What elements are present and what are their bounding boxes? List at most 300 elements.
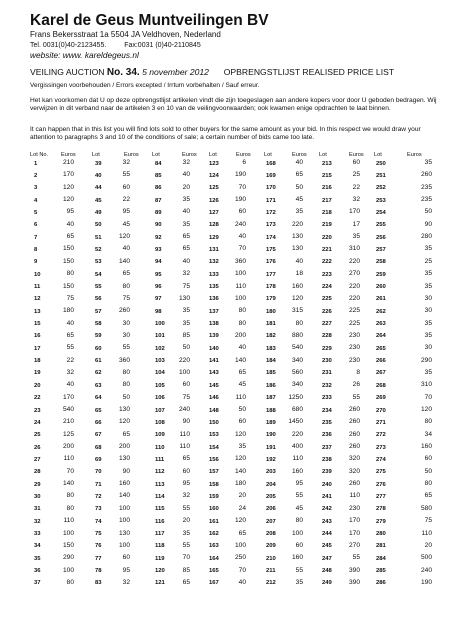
lot-number: 228 [322, 333, 332, 340]
price-euros: 100 [62, 529, 74, 537]
price-euros: 220 [348, 257, 360, 265]
price-euros: 30 [424, 344, 432, 352]
price-euros: 180 [234, 480, 246, 488]
lot-number: 110 [155, 444, 165, 451]
lot-number: 27 [34, 456, 41, 463]
price-euros: 55 [122, 171, 130, 179]
price-euros: 220 [291, 430, 303, 438]
lot-number: 131 [209, 246, 219, 253]
lot-number: 211 [266, 568, 276, 575]
lot-number: 83 [95, 580, 102, 587]
price-euros: 70 [66, 467, 74, 475]
price-euros: 560 [291, 368, 303, 376]
lot-number: 118 [155, 543, 165, 550]
lot-number: 244 [322, 531, 332, 537]
price-euros: 20 [182, 183, 190, 191]
price-euros: 20 [424, 541, 432, 549]
lot-number: 16 [34, 333, 41, 340]
price-euros: 260 [348, 430, 360, 438]
price-euros: 25 [424, 257, 432, 265]
lot-number: 61 [95, 358, 102, 365]
price-euros: 65 [122, 270, 130, 278]
lot-number: 243 [322, 518, 332, 525]
disclaimer: Vergissingen voorbehouden / Errors excepted / Irrtum vorbehalten / Sauf erreur. [30, 82, 260, 89]
lot-number: 252 [376, 185, 386, 192]
lot-number: 84 [155, 160, 162, 167]
price-euros: 260 [420, 171, 432, 179]
price-euros: 100 [118, 541, 130, 549]
price-euros: 90 [122, 467, 130, 475]
lot-number: 281 [376, 543, 386, 550]
price-euros: 260 [348, 406, 360, 413]
column-header: Lot No. [30, 152, 49, 158]
price-euros: 22 [352, 183, 360, 191]
price-euros: 40 [295, 257, 303, 265]
lot-number: 258 [376, 259, 386, 266]
price-euros: 50 [238, 406, 246, 413]
price-euros: 40 [182, 171, 190, 179]
lot-number: 173 [266, 222, 276, 229]
lot-number: 207 [266, 518, 276, 525]
lot-number: 78 [95, 568, 102, 575]
lot-number: 114 [155, 493, 165, 500]
price-euros: 40 [238, 233, 246, 241]
price-euros: 400 [291, 443, 303, 451]
lot-number: 2 [34, 172, 38, 179]
lot-number: 100 [155, 321, 165, 328]
lot-number: 265 [376, 345, 386, 352]
lot-number: 70 [95, 469, 102, 476]
lot-number: 222 [322, 259, 332, 266]
price-euros: 80 [238, 307, 246, 315]
lot-number: 72 [95, 493, 102, 500]
price-euros: 55 [352, 393, 360, 401]
lot-number: 148 [209, 407, 219, 414]
lot-number: 167 [209, 580, 219, 587]
column-header: Lot [209, 152, 217, 158]
price-euros: 55 [122, 344, 130, 352]
price-euros: 390 [348, 578, 360, 586]
price-euros: 130 [118, 406, 130, 413]
price-euros: 100 [62, 566, 74, 574]
price-euros: 100 [118, 504, 130, 512]
price-euros: 45 [295, 504, 303, 512]
price-euros: 6 [242, 159, 246, 166]
price-euros: 45 [238, 381, 246, 389]
lot-number: 217 [322, 197, 332, 204]
fax: Fax:0031 (0)40-2110845 [124, 42, 201, 49]
lot-number: 112 [155, 469, 165, 476]
lot-number: 220 [322, 234, 332, 241]
price-euros: 235 [420, 196, 432, 204]
price-euros: 60 [424, 455, 432, 463]
price-euros: 40 [66, 220, 74, 228]
price-euros: 35 [182, 220, 190, 228]
price-euros: 120 [234, 430, 246, 438]
price-euros: 40 [182, 257, 190, 265]
price-euros: 140 [62, 480, 74, 488]
price-euros: 32 [182, 492, 190, 500]
price-euros: 150 [62, 257, 74, 265]
price-euros: 320 [348, 455, 360, 463]
price-euros: 80 [295, 517, 303, 525]
price-euros: 280 [420, 233, 432, 241]
price-euros: 35 [424, 319, 432, 327]
price-euros: 260 [348, 418, 360, 426]
lot-number: 90 [155, 222, 162, 229]
price-euros: 160 [291, 282, 303, 290]
note-english: It can happen that in this list you will find lots sold to other buyers for the same amount as your bid. In this respect we would draw your attention to paragraphs 3 and 10 of the conditions of sale; a certain number of bids came too late. [30, 126, 421, 142]
price-euros: 75 [182, 282, 190, 290]
price-euros: 60 [352, 159, 360, 166]
price-euros: 240 [178, 406, 190, 413]
lot-number: 233 [322, 395, 332, 402]
lot-number: 274 [376, 456, 386, 463]
price-euros: 160 [291, 467, 303, 475]
price-euros: 250 [234, 554, 246, 562]
price-euros: 95 [66, 208, 74, 216]
lot-number: 146 [209, 395, 219, 402]
lot-number: 164 [209, 555, 219, 562]
price-euros: 30 [424, 307, 432, 315]
lot-number: 127 [209, 209, 219, 216]
lot-number: 75 [95, 531, 102, 537]
company-address: Frans Bekersstraat 1a 5504 JA Veldhoven, Nederland [30, 30, 221, 39]
website: website: www. kareldegeus.nl [30, 50, 139, 60]
lot-number: 179 [266, 296, 276, 303]
lot-number: 15 [34, 321, 41, 328]
lot-number: 208 [266, 531, 276, 537]
lot-number: 264 [376, 333, 386, 340]
lot-number: 187 [266, 395, 276, 402]
lot-number: 257 [376, 246, 386, 253]
lot-number: 245 [322, 543, 332, 550]
column-header: Lot [264, 152, 272, 158]
lot-number: 253 [376, 197, 386, 204]
lot-number: 161 [209, 518, 219, 525]
lot-number: 59 [95, 333, 102, 340]
lot-number: 158 [209, 481, 219, 488]
price-euros: 110 [421, 529, 432, 537]
lot-number: 124 [209, 172, 219, 179]
price-euros: 32 [122, 159, 130, 166]
price-euros: 20 [182, 517, 190, 525]
lot-number: 237 [322, 444, 332, 451]
price-euros: 580 [420, 504, 432, 512]
price-euros: 32 [66, 368, 74, 376]
lot-number: 137 [209, 308, 219, 315]
lot-number: 8 [34, 246, 38, 253]
price-euros: 70 [238, 183, 246, 191]
lot-number: 39 [95, 160, 102, 167]
price-euros: 80 [424, 480, 432, 488]
lot-number: 49 [95, 209, 102, 216]
lot-number: 271 [376, 419, 386, 426]
price-euros: 110 [179, 430, 190, 438]
price-euros: 50 [424, 467, 432, 475]
title-suffix: OPBRENGSTLIJST REALISED PRICE LIST [223, 67, 395, 77]
lot-number: 226 [322, 308, 332, 315]
price-euros: 540 [291, 344, 303, 352]
lot-number: 93 [155, 246, 162, 253]
price-euros: 390 [348, 566, 360, 574]
price-euros: 270 [348, 270, 360, 278]
lot-number: 108 [155, 419, 165, 426]
contact-line [30, 41, 201, 50]
price-euros: 65 [424, 492, 432, 500]
price-euros: 80 [66, 578, 74, 586]
price-euros: 360 [234, 257, 246, 265]
lot-number: 165 [209, 568, 219, 575]
price-euros: 190 [234, 171, 246, 179]
price-euros: 225 [348, 307, 360, 315]
price-euros: 150 [62, 282, 74, 290]
lot-number: 259 [376, 271, 386, 278]
lot-number: 169 [266, 172, 276, 179]
price-euros: 65 [66, 331, 74, 339]
company-name: Karel de Geus Muntveilingen BV [30, 12, 269, 29]
price-euros: 35 [295, 578, 303, 586]
column-header: Euros [236, 152, 251, 158]
lot-number: 159 [209, 493, 219, 500]
price-euros: 40 [238, 578, 246, 586]
lot-number: 270 [376, 407, 386, 414]
lot-number: 52 [95, 246, 102, 253]
lot-number: 278 [376, 506, 386, 513]
lot-number: 121 [155, 580, 165, 587]
price-euros: 140 [234, 356, 246, 364]
column-header: Lot [152, 152, 160, 158]
lot-number: 182 [266, 333, 276, 340]
price-euros: 75 [424, 517, 432, 525]
price-euros: 85 [182, 566, 190, 574]
lot-number: 227 [322, 321, 332, 328]
lot-number: 58 [95, 321, 102, 328]
lot-number: 116 [155, 518, 165, 525]
price-euros: 8 [356, 368, 360, 376]
lot-number: 102 [155, 345, 165, 352]
price-euros: 40 [122, 245, 130, 253]
lot-number: 189 [266, 419, 276, 426]
lot-number: 26 [34, 444, 41, 451]
price-euros: 150 [62, 541, 74, 549]
price-euros: 70 [182, 554, 190, 562]
lot-number: 162 [209, 531, 219, 537]
price-euros: 130 [118, 529, 130, 537]
column-header: Lot [374, 152, 382, 158]
price-euros: 17 [352, 220, 360, 228]
lot-number: 28 [34, 469, 41, 476]
price-euros: 110 [179, 443, 190, 451]
price-euros: 50 [122, 393, 130, 401]
lot-number: 280 [376, 531, 386, 537]
price-euros: 190 [420, 578, 432, 586]
price-euros: 80 [238, 319, 246, 327]
lot-number: 275 [376, 469, 386, 476]
lot-number: 213 [322, 160, 332, 167]
lot-number: 53 [95, 259, 102, 266]
price-euros: 40 [66, 319, 74, 327]
price-euros: 315 [291, 307, 303, 315]
price-euros: 50 [424, 208, 432, 216]
lot-number: 25 [34, 432, 41, 439]
price-euros: 75 [66, 294, 74, 302]
lot-number: 171 [266, 197, 276, 204]
price-euros: 65 [182, 233, 190, 241]
lot-number: 94 [155, 259, 162, 266]
price-euros: 110 [235, 282, 246, 290]
price-euros: 35 [424, 245, 432, 253]
lot-number: 98 [155, 308, 162, 315]
lot-number: 225 [322, 296, 332, 303]
price-euros: 65 [295, 171, 303, 179]
price-euros: 35 [295, 208, 303, 216]
price-euros: 270 [348, 541, 360, 549]
price-euros: 130 [178, 294, 190, 302]
lot-number: 176 [266, 259, 276, 266]
price-euros: 70 [238, 245, 246, 253]
lot-number: 234 [322, 407, 332, 414]
lot-number: 3 [34, 185, 38, 192]
lot-number: 87 [155, 197, 162, 204]
price-euros: 35 [238, 443, 246, 451]
price-euros: 80 [122, 381, 130, 389]
lot-number: 177 [266, 271, 276, 278]
column-header: Euros [407, 152, 422, 158]
price-euros: 180 [62, 307, 74, 315]
price-euros: 120 [118, 418, 130, 426]
price-euros: 18 [295, 270, 303, 278]
price-euros: 200 [234, 331, 246, 339]
price-euros: 230 [348, 331, 360, 339]
price-euros: 80 [122, 282, 130, 290]
lot-number: 31 [34, 506, 41, 513]
lot-number: 12 [34, 296, 41, 303]
price-euros: 290 [62, 554, 74, 562]
lot-number: 186 [266, 382, 276, 389]
lot-number: 95 [155, 271, 162, 278]
price-euros: 220 [291, 220, 303, 228]
price-euros: 680 [291, 406, 303, 413]
lot-number: 64 [95, 395, 102, 402]
price-euros: 40 [66, 381, 74, 389]
price-euros: 230 [348, 504, 360, 512]
price-euros: 60 [295, 541, 303, 549]
lot-number: 104 [155, 370, 165, 377]
price-euros: 45 [122, 220, 130, 228]
price-euros: 30 [122, 331, 130, 339]
lot-number: 56 [95, 296, 102, 303]
lot-number: 185 [266, 370, 276, 377]
price-euros: 100 [234, 541, 246, 549]
lot-number: 1 [34, 160, 38, 167]
price-euros: 95 [122, 566, 130, 574]
lot-number: 120 [155, 568, 165, 575]
price-euros: 75 [122, 294, 130, 302]
lot-number: 4 [34, 197, 38, 204]
price-euros: 100 [118, 517, 130, 525]
price-euros: 26 [352, 381, 360, 389]
price-euros: 30 [122, 319, 130, 327]
lot-number: 107 [155, 407, 165, 414]
price-euros: 225 [348, 319, 360, 327]
document-title [30, 67, 394, 78]
lot-number: 168 [266, 160, 276, 167]
price-euros: 60 [238, 418, 246, 426]
lot-number: 209 [266, 543, 276, 550]
price-euros: 80 [424, 418, 432, 426]
price-euros: 65 [238, 529, 246, 537]
lot-number: 160 [209, 506, 219, 513]
price-euros: 120 [234, 455, 246, 463]
lot-number: 35 [34, 555, 41, 562]
price-euros: 110 [292, 455, 303, 463]
price-euros: 45 [295, 196, 303, 204]
lot-number: 13 [34, 308, 41, 315]
lot-number: 5 [34, 209, 38, 216]
price-euros: 35 [424, 368, 432, 376]
price-euros: 260 [348, 443, 360, 451]
lot-number: 248 [322, 568, 332, 575]
lot-number: 267 [376, 370, 386, 377]
price-euros: 220 [348, 282, 360, 290]
lot-number: 54 [95, 271, 102, 278]
lot-number: 101 [155, 333, 165, 340]
price-euros: 22 [122, 196, 130, 204]
price-euros: 170 [62, 393, 74, 401]
lot-number: 232 [322, 382, 332, 389]
lot-number: 115 [155, 506, 165, 513]
lot-number: 154 [209, 444, 219, 451]
lot-number: 10 [34, 271, 41, 278]
lot-number: 113 [155, 481, 165, 488]
price-euros: 120 [62, 196, 74, 204]
price-euros: 230 [348, 344, 360, 352]
lot-number: 141 [209, 358, 219, 365]
lot-number: 224 [322, 284, 332, 290]
price-euros: 100 [234, 294, 246, 302]
price-euros: 130 [291, 245, 303, 253]
price-euros: 80 [122, 368, 130, 376]
price-euros: 100 [291, 529, 303, 537]
price-euros: 235 [420, 183, 432, 191]
price-euros: 160 [291, 554, 303, 562]
price-euros: 55 [295, 566, 303, 574]
price-euros: 32 [352, 196, 360, 204]
note-dutch: Het kan voorkomen dat U op deze opbrengstlijst artikelen vindt die zijn toegeslagen aan andere kopers voor door U geboden bedragen. Wij verwijzen in dit verband naar de artikelen 3 en 10 van de veilingvoorwaarden; ook kwamen enige opdrachten te laat binnen. [30, 97, 437, 113]
lot-number: 170 [266, 185, 276, 192]
price-euros: 320 [348, 467, 360, 475]
price-euros: 60 [182, 381, 190, 389]
lot-number: 263 [376, 321, 386, 328]
column-header: Lot [319, 152, 327, 158]
lot-number: 156 [209, 456, 219, 463]
lot-number: 109 [155, 432, 165, 439]
price-euros: 32 [182, 159, 190, 166]
price-euros: 200 [62, 443, 74, 451]
column-header: Euros [124, 152, 139, 158]
lot-number: 272 [376, 432, 386, 439]
lot-number: 40 [95, 172, 102, 179]
lot-number: 223 [322, 271, 332, 278]
lot-number: 65 [95, 407, 102, 414]
lot-number: 19 [34, 370, 41, 377]
lot-number: 125 [209, 185, 219, 192]
lot-number: 68 [95, 444, 102, 451]
price-euros: 120 [234, 517, 246, 525]
lot-number: 36 [34, 568, 41, 575]
lot-number: 145 [209, 382, 219, 389]
